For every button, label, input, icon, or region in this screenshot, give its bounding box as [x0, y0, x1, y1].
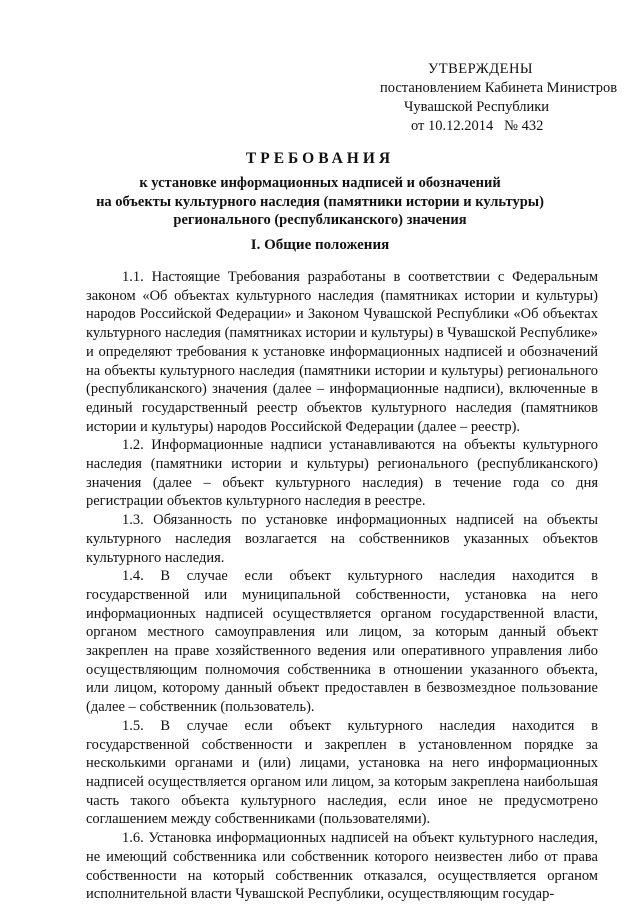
paragraph-1-2: 1.2. Информационные надписи устанавливаются на объекты культурного наследия (памятники истории и культуры) регионального (республиканского) значения (далее – объект культурного наследия) в течение года со дня регистрации объектов культурного наследия в реестре.: [86, 437, 598, 510]
paragraph-1-5: 1.5. В случае если объект культурного наследия находится в государственной собственности и закреплен в установленном порядке за несколькими органами и (или) лицами, установка на него информационных надписей осуществляется органом или лицом, за которым закреплена наибольшая часть такого объекта культурного наследия, если иное не предусмотрено соглашением между собственниками (пользователями).: [86, 717, 598, 828]
approval-line: Чувашской Республики: [404, 99, 550, 115]
paragraph-1-4: 1.4. В случае если объект культурного наследия находится в государственной или муниципальной собственности, установка на него информационных надписей осуществляется органом государственной власти, органом местного самоуправления или лицом, за которым данный объект закреплен на праве хозяйственного ведения или оперативного управления либо осуществляющим полномочия собственника в отношении указанного объекта, или лицом, которому данный объект предоставлен в безвозмездное пользование (далее – собственник (пользователь).: [86, 568, 598, 716]
approval-title: УТВЕРЖДЕНЫ: [428, 61, 534, 77]
approval-block: [380, 60, 617, 136]
subtitle-line: регионального (республиканского) значения: [173, 212, 467, 228]
approval-line: постановлением Кабинета Министров: [380, 80, 618, 96]
approval-date-number: от 10.12.2014 № 432: [411, 118, 544, 134]
paragraph-1-1: 1.1. Настоящие Требования разработаны в соответствии с Федеральным законом «Об объектах культурного наследия (памятниках истории и культуры) народов Российской Федерации» и Законом Чувашской Республики «Об объектах культурного наследия (памятниках истории и культуры) в Чувашской Республике» и определяют требования к установке информационных надписей и обозначений на объекты культурного наследия (памятники истории и культуры) регионального (республиканского) значения (далее – информационные надписи), включенные в единый государственный реестр объектов культурного наследия (памятников истории и культуры) народов Российской Федерации (далее – реестр).: [86, 269, 598, 435]
subtitle-line: к установке информационных надписей и обозначений: [139, 175, 501, 191]
paragraph-1-3: 1.3. Обязанность по установке информационных надписей на объекты культурного наследия возлагается на собственников указанных объектов культурного наследия.: [86, 512, 598, 566]
document-title: ТРЕБОВАНИЯ: [245, 150, 395, 167]
subtitle-line: на объекты культурного наследия (памятники истории и культуры): [96, 193, 544, 210]
paragraph-1-6: 1.6. Установка информационных надписей на объект культурного наследия, не имеющий собственника или собственник которого неизвестен либо от права собственности на который собственник отказался, осуществляется органом исполнительной власти Чувашской Республики, осуществляющим государ-: [86, 830, 598, 903]
document-subtitle: [60, 174, 580, 230]
section-heading: I. Общие положения: [250, 237, 390, 253]
document-body: [86, 268, 598, 904]
